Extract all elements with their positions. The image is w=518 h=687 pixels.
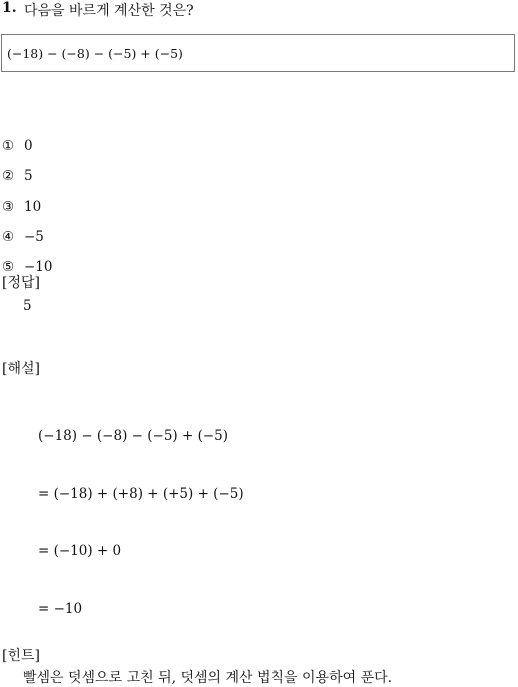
choice-marker: ③	[2, 199, 15, 215]
explanation-line-1: (−18) − (−8) − (−5) + (−5)	[38, 428, 229, 444]
question-number: 1.	[2, 0, 17, 16]
hint-label: [힌트]	[2, 648, 40, 664]
answer-value: 5	[23, 298, 32, 314]
expression-box	[1, 34, 515, 72]
choice-marker: ②	[2, 168, 15, 184]
explanation-line-2: = (−18) + (+8) + (+5) + (−5)	[38, 486, 244, 502]
answer-label: [정답]	[2, 275, 40, 291]
choice-value: 5	[24, 168, 33, 184]
explanation-label: [해설]	[2, 361, 40, 377]
explanation-line-3: = (−10) + 0	[38, 543, 122, 559]
choice-marker: ④	[2, 229, 15, 245]
choice-marker: ①	[2, 138, 15, 154]
choice-value: 10	[24, 199, 42, 215]
choice-marker: ⑤	[2, 259, 15, 275]
choice-4[interactable]	[2, 229, 44, 245]
choice-3[interactable]	[2, 199, 41, 215]
expression-text: (−18) − (−8) − (−5) + (−5)	[7, 46, 183, 61]
choice-value: −10	[24, 259, 53, 275]
choice-value: 0	[24, 138, 33, 154]
choice-2[interactable]	[2, 168, 33, 184]
choice-value: −5	[24, 229, 44, 245]
explanation-line-4: = −10	[38, 601, 83, 617]
choice-1[interactable]	[2, 138, 33, 154]
hint-text: 빨셈은 덧셈으로 고친 뒤, 덧셈의 계산 법칙을 이용하여 푼다.	[23, 670, 393, 686]
question-prompt: 다음을 바르게 계산한 것은?	[24, 3, 194, 19]
